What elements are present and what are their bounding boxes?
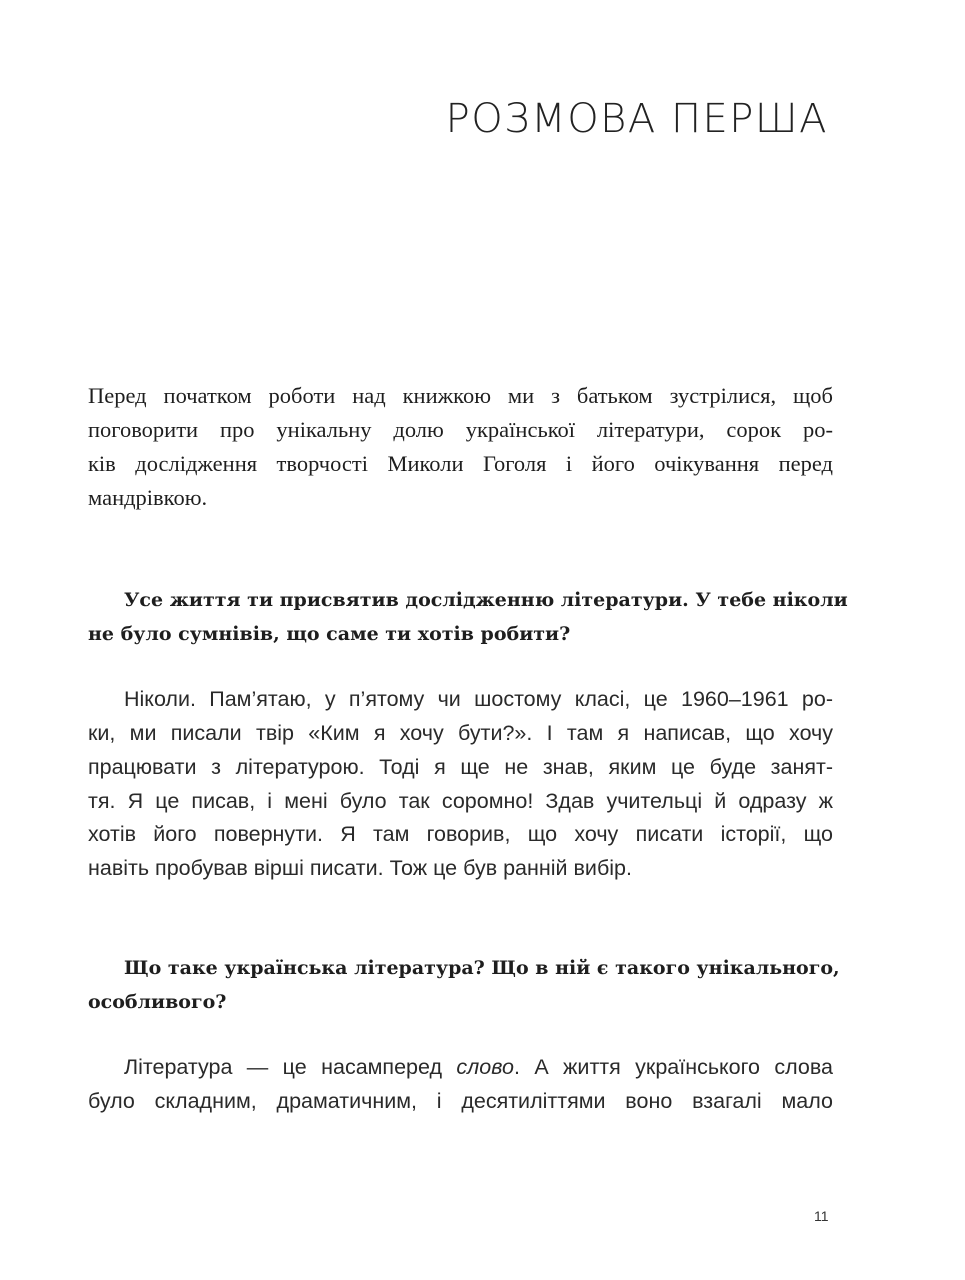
intro-line: Перед початком роботи над книжкою ми з батьком зустрілися, щоб	[88, 383, 833, 408]
page-number: 11	[814, 1208, 829, 1224]
question-line: Усе життя ти присвятив дослідженню літератури. У тебе ніколи	[124, 589, 848, 611]
question-line: особливого?	[88, 991, 227, 1013]
answer-line: хотів його повернути. Я там говорив, що хочу писати історії, що	[88, 822, 833, 846]
answer-text: . А життя українського слова	[513, 1055, 833, 1079]
answer-line: було складним, драматичним, і десятиліттями воно взагалі мало	[88, 1089, 833, 1113]
question-line: Що таке українська література? Що в ній є такого унікального,	[124, 957, 840, 979]
chapter-title: РОЗМОВА ПЕРША	[445, 96, 828, 142]
answer-line: тя. Я це писав, і мені було так соромно! Здав учительці й одразу ж	[88, 789, 833, 813]
answer-line: працювати з літературою. Тоді я ще не знав, яким це буде занят-	[88, 755, 833, 779]
intro-line: мандрівкою.	[88, 485, 208, 510]
answer-line: навіть пробував вірші писати. Тож це був ранній вибір.	[88, 856, 632, 880]
answer-italic-word: слово	[456, 1055, 514, 1079]
intro-line: поговорити про унікальну долю української літератури, сорок ро-	[88, 417, 833, 442]
question-line: не було сумнівів, що саме ти хотів робити?	[88, 623, 571, 645]
answer-text: Література — це насамперед	[124, 1055, 457, 1079]
intro-line: ків дослідження творчості Миколи Гоголя і його очікування перед	[88, 451, 833, 476]
answer-line: ки, ми писали твір «Ким я хочу бути?». І там я написав, що хочу	[88, 721, 833, 745]
answer-line: Ніколи. Пам’ятаю, у п’ятому чи шостому класі, це 1960–1961 ро-	[124, 687, 833, 711]
answer-line	[124, 1052, 833, 1082]
